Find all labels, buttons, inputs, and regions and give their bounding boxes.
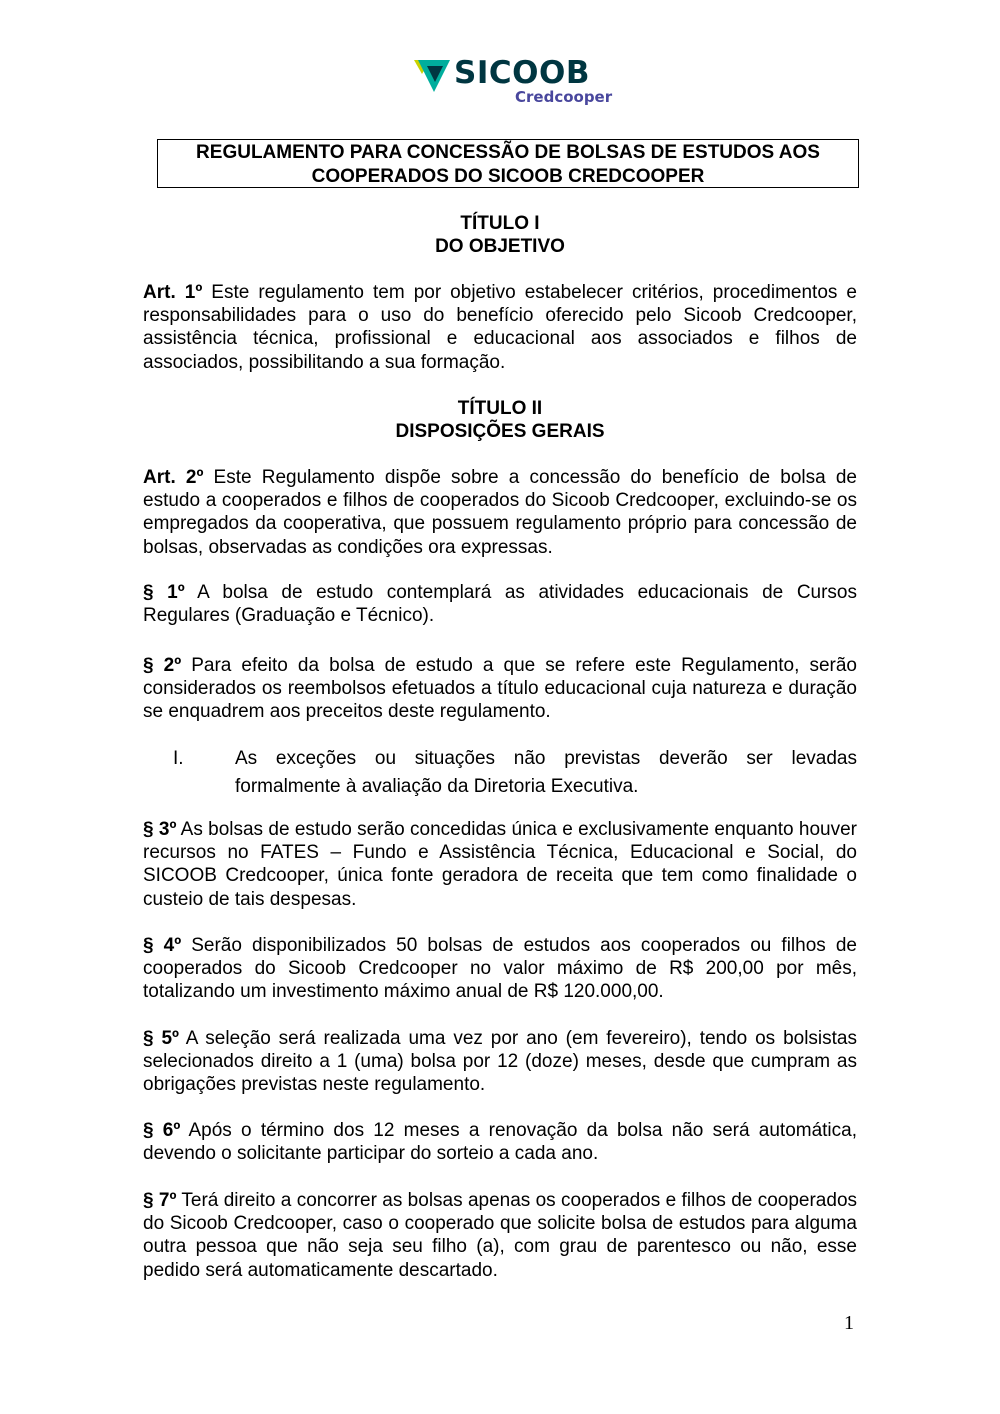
paragraph-7-label: § 7º (143, 1190, 177, 1211)
sicoob-mark-icon (414, 58, 454, 94)
paragraph-6-label: § 6º (143, 1120, 181, 1141)
paragraph-5 (143, 1027, 857, 1097)
paragraph-5-text: A seleção será realizada uma vez por ano (em fevereiro), tendo os bolsistas selecionados direito a 1 (uma) bolsa por 12 (doze) meses, desde que cumpram as obrigações previstas neste regulamento. (143, 1028, 857, 1096)
art-2-paragraph (143, 466, 857, 559)
paragraph-3-label: § 3º (143, 819, 177, 840)
paragraph-1-label: § 1º (143, 582, 185, 603)
document-title-line1: REGULAMENTO PARA CONCESSÃO DE BOLSAS DE ESTUDOS AOS (196, 142, 820, 163)
logo-subname: Credcooper (515, 88, 613, 106)
titulo-2-label: TÍTULO II (457, 398, 543, 419)
paragraph-2-label: § 2º (143, 655, 182, 676)
document-title-line2: COOPERADOS DO SICOOB CREDCOOPER (311, 166, 705, 187)
page-number: 1 (844, 1312, 854, 1334)
paragraph-7 (143, 1189, 857, 1282)
art-2-label: Art. 2º (143, 467, 204, 488)
paragraph-4-label: § 4º (143, 935, 182, 956)
paragraph-6-text: Após o término dos 12 meses a renovação da bolsa não será automática, devendo o solicitante participar do sorteio a cada ano. (143, 1120, 857, 1165)
sicoob-logo (414, 55, 613, 110)
document-title (157, 139, 859, 188)
art-1-paragraph (143, 281, 857, 374)
paragraph-7-text: Terá direito a concorrer as bolsas apenas os cooperados e filhos de cooperados do Sicoob Credcooper, caso o cooperado que solicite bolsa de estudos para alguma outra pessoa que não seja seu filho (a), com grau de parentesco ou não, esse pedido será automaticamente descartado. (143, 1190, 858, 1281)
paragraph-1 (143, 581, 857, 627)
paragraph-4-text: Serão disponibilizados 50 bolsas de estudos aos cooperados ou filhos de cooperados do Sicoob Credcooper no valor máximo de R$ 200,00 por mês, totalizando um investimento máximo anual de R$ 120.000,00. (143, 935, 857, 1003)
list-item-number: I. (173, 748, 184, 769)
paragraph-6 (143, 1119, 857, 1165)
titulo-1-heading (143, 212, 857, 258)
titulo-1-subtitle: DO OBJETIVO (435, 236, 565, 257)
titulo-1-label: TÍTULO I (460, 213, 540, 234)
paragraph-2-text: Para efeito da bolsa de estudo a que se refere este Regulamento, serão considerados os reembolsos efetuados a título educacional cuja natureza e duração se enquadrem aos preceitos deste regulamento. (143, 655, 857, 723)
art-1-text: Este regulamento tem por objetivo estabelecer critérios, procedimentos e responsabilidades para o uso do benefício oferecido pelo Sicoob Credcooper, assistência técnica, profissional e educacional aos associados e filhos de associados, possibilitando a sua formação. (143, 282, 857, 373)
paragraph-4 (143, 934, 857, 1004)
paragraph-5-label: § 5º (143, 1028, 179, 1049)
logo-wordmark: SICOOB (454, 55, 590, 91)
paragraph-2 (143, 654, 857, 724)
art-1-label: Art. 1º (143, 282, 203, 303)
list-item-text: As exceções ou situações não previstas deverão ser levadas formalmente à avaliação da Diretoria Executiva. (235, 748, 857, 797)
paragraph-1-text: A bolsa de estudo contemplará as atividades educacionais de Cursos Regulares (Graduação e Técnico). (143, 582, 857, 627)
paragraph-3 (143, 818, 857, 911)
paragraph-3-text: As bolsas de estudo serão concedidas única e exclusivamente enquanto houver recursos no FATES – Fundo e Assistência Técnica, Educacional e Social, do SICOOB Credcooper, única fonte geradora de receita que tem como finalidade o custeio de tais despesas. (143, 819, 857, 910)
titulo-2-heading (143, 397, 857, 443)
titulo-2-subtitle: DISPOSIÇÕES GERAIS (395, 421, 605, 442)
art-2-text: Este Regulamento dispõe sobre a concessão do benefício de bolsa de estudo a cooperados e filhos de cooperados do Sicoob Credcooper, excluindo-se os empregados da cooperativa, que possuem regulamento próprio para concessão de bolsas, observadas as condições ora expressas. (143, 467, 857, 558)
